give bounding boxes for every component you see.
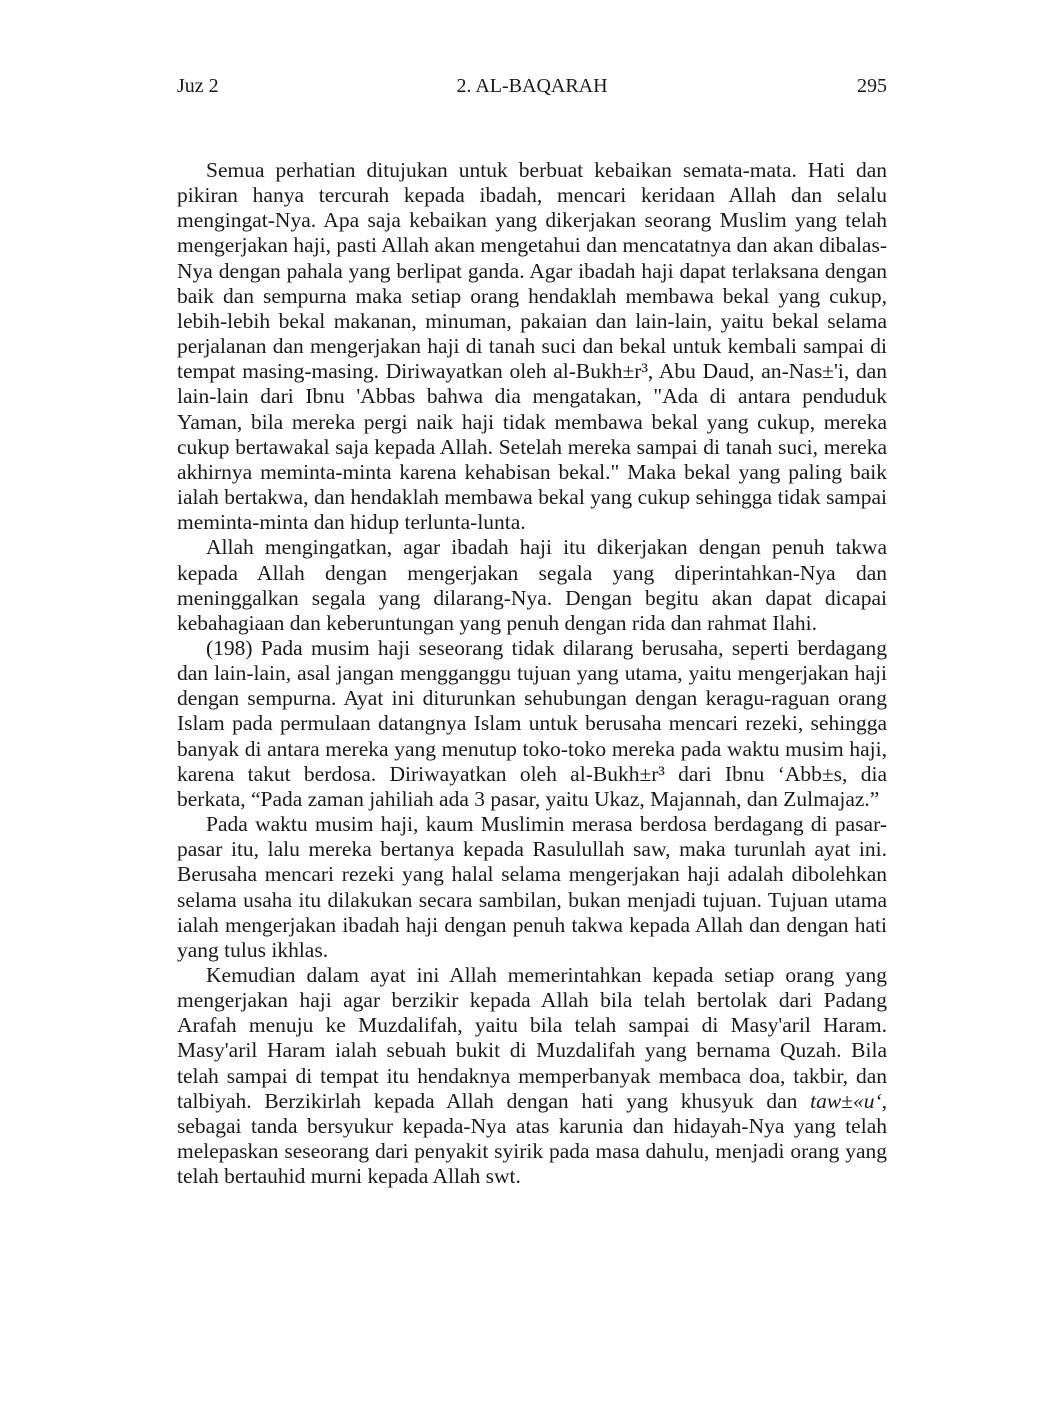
paragraph xyxy=(177,963,887,1189)
page-header xyxy=(177,72,887,100)
body-text xyxy=(177,158,887,1189)
paragraph: Semua perhatian ditujukan untuk berbuat kebaikan semata-mata. Hati dan pikiran hanya tercurah kepada ibadah, mencari keridaan Allah dan selalu mengingat-Nya. Apa saja kebaikan yang dikerjakan seorang Muslim yang telah mengerjakan haji, pasti Allah akan mengetahui dan mencatatnya dan akan dibalas-Nya dengan pahala yang berlipat ganda. Agar ibadah haji dapat terlaksana dengan baik dan sempurna maka setiap orang hendaklah membawa bekal yang cukup, lebih-lebih bekal makanan, minuman, pakaian dan lain-lain, yaitu bekal selama perjalanan dan mengerjakan haji di tanah suci dan bekal untuk kembali sampai di tempat masing-masing. Diriwayatkan oleh al-Bukh±r³, Abu Daud, an-Nas±'i, dan lain-lain dari Ibnu 'Abbas bahwa dia mengatakan, "Ada di antara penduduk Yaman, bila mereka pergi naik haji tidak membawa bekal yang cukup, mereka cukup bertawakal saja kepada Allah. Setelah mereka sampai di tanah suci, mereka akhirnya meminta-minta karena kehabisan bekal." Maka bekal yang paling baik ialah bertakwa, dan hendaklah membawa bekal yang cukup sehingga tidak sampai meminta-minta dan hidup terlunta-lunta. xyxy=(177,158,887,535)
paragraph-text: , sebagai tanda bersyukur kepada-Nya atas karunia dan hidayah-Nya yang telah melepaskan seseorang dari penyakit syirik pada masa dahulu, menjadi orang yang telah bertauhid murni kepada Allah swt. xyxy=(177,1088,887,1189)
surah-title: 2. AL-BAQARAH xyxy=(456,75,608,97)
page-number: 295 xyxy=(857,75,887,97)
paragraph: (198) Pada musim haji seseorang tidak dilarang berusaha, seperti berdagang dan lain-lain, asal jangan mengganggu tujuan yang utama, yaitu mengerjakan haji dengan sempurna. Ayat ini diturunkan sehubungan dengan keragu-raguan orang Islam pada permulaan datangnya Islam untuk berusaha mencari rezeki, sehingga banyak di antara mereka yang menutup toko-toko mereka pada waktu musim haji, karena takut berdosa. Diriwayatkan oleh al-Bukh±r³ dari Ibnu ‘Abb±s, dia berkata, “Pada zaman jahiliah ada 3 pasar, yaitu Ukaz, Majannah, dan Zulmajaz.” xyxy=(177,635,887,811)
paragraph-text: Kemudian dalam ayat ini Allah memerintahkan kepada setiap orang yang mengerjakan haji agar berzikir kepada Allah bila telah bertolak dari Padang Arafah menuju ke Muzdalifah, yaitu bila telah sampai di Masy'aril Haram. Masy'aril Haram ialah sebuah bukit di Muzdalifah yang bernama Quzah. Bila telah sampai di tempat itu hendaknya memperbanyak membaca doa, takbir, dan talbiyah. Berzikirlah kepada Allah dengan hati yang khusyuk dan xyxy=(177,963,887,1113)
paragraph: Allah mengingatkan, agar ibadah haji itu dikerjakan dengan penuh takwa kepada Allah dengan mengerjakan segala yang diperintahkan-Nya dan meninggalkan segala yang dilarang-Nya. Dengan begitu akan dapat dicapai kebahagiaan dan keberuntungan yang penuh dengan rida dan rahmat Ilahi. xyxy=(177,535,887,635)
paragraph: Pada waktu musim haji, kaum Muslimin merasa berdosa berdagang di pasar-pasar itu, lalu mereka bertanya kepada Rasulullah saw, maka turunlah ayat ini. Berusaha mencari rezeki yang halal selama mengerjakan haji adalah dibolehkan selama usaha itu dilakukan secara sambilan, bukan menjadi tujuan. Tujuan utama ialah mengerjakan ibadah haji dengan penuh takwa kepada Allah dan dengan hati yang tulus ikhlas. xyxy=(177,812,887,962)
juz-label: Juz 2 xyxy=(177,75,219,97)
italic-term: taw±«u‘ xyxy=(810,1088,882,1113)
